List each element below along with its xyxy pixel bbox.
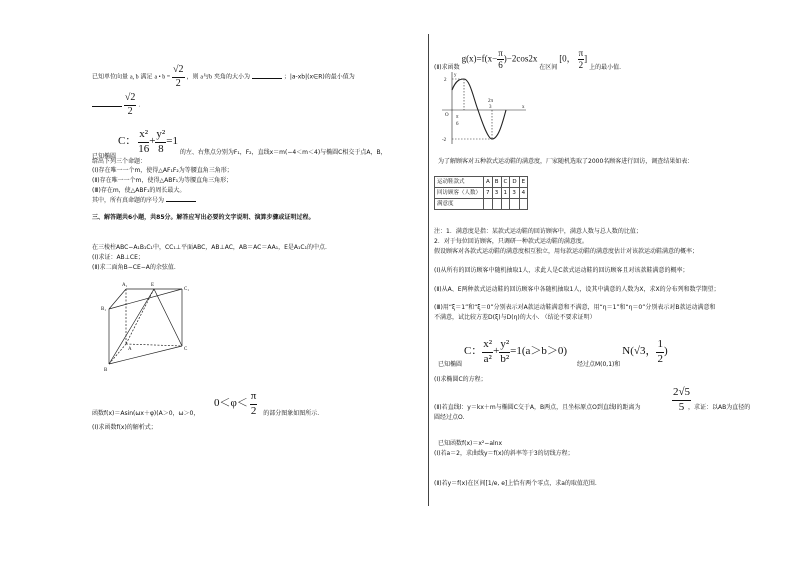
fraction-answer — [124, 92, 137, 118]
assumption: 假设顾客对各款式运动鞋的满意度相互独立，用每款运动鞋的满意度估计对该款运动鞋满意的概率； — [434, 248, 699, 255]
prism-part-1: (Ⅰ)求证：AB⊥CE； — [92, 254, 144, 261]
g-expr: g(x)=f(x− — [461, 53, 498, 64]
ell2-part-2: (Ⅱ)若直线l：y＝kx＋m与椭圆C交于A，B两点，且坐标原点O到直线l的距离为 — [434, 404, 641, 411]
header-cell: A — [484, 177, 493, 188]
function-part-1: (Ⅰ)求函数f(x)的解析式； — [92, 424, 157, 431]
label-c1: C₁ — [184, 287, 190, 292]
edge — [126, 289, 154, 344]
sat-part-3: (Ⅲ)用“ξ＝1”和“ξ＝0”分别表示对A款运动鞋满意和不满意，用“η＝1”和“η＝0”分别表示对B款运动满意和 — [434, 304, 716, 311]
section-header: 三、解答题共6小题，共85分。解答应写出必要的文字说明、演算步骤或证明过程。 — [92, 214, 315, 221]
table-cell — [484, 199, 493, 210]
text: 给出下列三个命题： — [92, 158, 147, 165]
sat-part-2: (Ⅱ)从A、E两种款式运动鞋的回访顾客中各随机抽取1人，设其中满意的人数为X，求X的分布列和数学期望； — [434, 286, 720, 293]
ln-part-2: (Ⅱ)若y＝f(x)在区间[1/e, e]上恰有两个零点，求a的取值范围. — [434, 480, 597, 487]
header-cell: B — [492, 177, 501, 188]
table-cell — [519, 199, 528, 210]
ell2-part-2-cont: 圆经过点O. — [434, 414, 465, 421]
text: ，则 — [186, 73, 199, 81]
num: 2√5 — [672, 386, 691, 401]
satisfaction-table — [434, 176, 528, 210]
den: 2 — [175, 77, 181, 89]
table-cell: 4 — [519, 188, 528, 199]
sat-part-3-cont: 不满意，试比较方差D(ξ)与D(η)的大小. （结论不要求证明） — [434, 314, 596, 321]
fraction-y-b — [499, 338, 510, 367]
text: 在区间 — [539, 64, 558, 72]
ellipse-question — [92, 128, 387, 160]
header-cell: D — [510, 177, 519, 188]
table-cell — [492, 199, 501, 210]
x-label: x — [522, 105, 525, 110]
table-cell: 7 — [484, 188, 493, 199]
den: 2 — [657, 352, 663, 365]
tick1-den: 6 — [456, 122, 459, 127]
ineq-left: 0＜φ＜ — [214, 396, 248, 409]
y-top-label: 2 — [444, 78, 447, 83]
fraction-x — [138, 128, 149, 157]
table-cell — [501, 199, 510, 210]
header-cell: E — [519, 177, 528, 188]
g-tail: )−2cos2x — [503, 53, 538, 64]
c-label: C： — [463, 344, 483, 357]
label-b1: B₁ — [101, 307, 107, 312]
answer-blank[interactable] — [166, 201, 196, 202]
text: 夹角的大小为 — [214, 73, 251, 81]
den: 8 — [158, 142, 164, 155]
num: π — [497, 48, 504, 60]
table-header-row — [435, 177, 528, 188]
ln-part-1: (Ⅰ)若a＝2，求曲线y＝f(x)的斜率等于3的切线方程； — [434, 450, 574, 457]
point-close: ) — [663, 344, 668, 357]
point: N(√3， — [622, 344, 657, 357]
answer-line — [92, 92, 144, 118]
edge — [109, 289, 154, 364]
fraction-x-a — [482, 338, 493, 367]
num: 1 — [656, 338, 664, 353]
text: 已知椭圆 — [92, 152, 117, 160]
header-cell: 运动鞋款式 — [435, 177, 484, 188]
sat-part-1: (Ⅰ)从所有的回访顾客中随机抽取1人，求此人是C款式运动鞋的回访顾客且对该款鞋满意的概率； — [434, 267, 689, 274]
num: y² — [155, 128, 166, 143]
label-a: A — [128, 347, 132, 352]
edge — [109, 344, 126, 364]
y-bot-label: -2 — [442, 138, 447, 143]
label-e: E — [151, 283, 155, 288]
dot-expr: a • b = — [154, 74, 171, 81]
period: ． — [138, 101, 145, 109]
propositions-tail — [92, 197, 196, 205]
fraction-half — [656, 338, 664, 367]
text: 的部分图象如图所示. — [263, 410, 320, 417]
num: π — [250, 390, 258, 405]
den: 2 — [578, 60, 584, 71]
answer-blank[interactable] — [92, 106, 122, 107]
int-right: ] — [584, 53, 588, 64]
num: √2 — [172, 64, 185, 78]
text: 经过点M(0,1)和 — [576, 360, 621, 368]
table-cell: 1 — [501, 188, 510, 199]
text: 上的最小值. — [589, 64, 621, 72]
den: 6 — [498, 60, 503, 71]
edge — [126, 344, 182, 346]
tick2-num: 2π — [488, 99, 494, 104]
den: 5 — [678, 400, 685, 413]
label-a1: A₁ — [122, 283, 128, 288]
den: 2 — [250, 404, 257, 417]
ell2-part-2-tail: ，求证：以AB为直径的 — [688, 404, 751, 411]
num: x² — [482, 338, 493, 353]
sine-graph — [434, 70, 530, 146]
ell2-part-1: (Ⅰ)求椭圆C的方程； — [434, 376, 487, 383]
table-row — [435, 199, 528, 210]
tick2-den: 3 — [489, 105, 492, 110]
fraction-sqrt2-over-2 — [172, 64, 185, 90]
text: 的左、右焦点分别为F₁，F₂，直线x＝m(−4＜m＜4)与椭圆C相交于点A，B， — [179, 148, 387, 156]
note-1: 注：1．满意度是指：某款式运动鞋的回访顾客中，满意人数与总人数的比值； — [434, 228, 642, 235]
table-cell — [510, 199, 519, 210]
text: (Ⅱ)求函数 — [434, 64, 460, 72]
table-cell: 回访顾客（人数） — [435, 188, 484, 199]
fraction-y — [155, 128, 166, 157]
note-2: 2．对于每位回访顾客，只调研一种款式运动鞋的满意度。 — [434, 238, 588, 245]
table-row — [435, 188, 528, 199]
label-c: C — [184, 347, 188, 352]
ellipse2-question — [438, 338, 668, 367]
vector-question — [92, 64, 355, 90]
prism-figure — [94, 278, 204, 374]
satisfaction-intro: 为了解顾客对五种款式运动鞋的满意度，厂家随机选取了2000名顾客进行回访，调查结果如表： — [438, 158, 694, 165]
sine-curve — [452, 79, 506, 139]
edge — [109, 346, 182, 364]
eq: =1(a＞b＞0) — [510, 344, 568, 357]
table-cell: 3 — [510, 188, 519, 199]
den: 16 — [138, 142, 150, 155]
int-left: [0， — [559, 53, 576, 64]
num: √2 — [124, 92, 137, 106]
num: π — [578, 48, 585, 60]
proposition-1: (Ⅰ)存在唯一一个m，使得△AF₁F₂为等腰直角三角形； — [92, 167, 233, 174]
ln-question: 已知函数f(x)＝x²−alnx — [438, 440, 503, 447]
eq: =1 — [166, 134, 178, 147]
edge — [109, 289, 126, 309]
column-divider — [428, 34, 429, 506]
den: a² — [483, 352, 492, 365]
proposition-2: (Ⅱ)存在唯一一个m，使得△ABF₁为等腰直角三角形； — [92, 177, 233, 184]
vec-expr: a与b — [200, 74, 213, 81]
table-cell: 3 — [492, 188, 501, 199]
proposition-3: (Ⅲ)存在m，使△ABF₁的周长最大。 — [92, 187, 186, 194]
text: 函数f(x)＝Asin(ωx＋φ)(A＞0，ω＞0， — [92, 410, 200, 417]
text: 满足 — [140, 73, 153, 81]
answer-blank[interactable] — [252, 78, 282, 79]
tick1-num: π — [456, 115, 459, 120]
c-label: C： — [117, 134, 137, 147]
prism-question: 在三棱柱ABC−A₁B₁C₁中，CC₁⊥平面ABC，AB⊥AC，AB＝AC＝AA₁，E是A₁C₁的中点. — [92, 244, 327, 251]
g-question — [434, 48, 621, 72]
origin-label: O — [445, 113, 449, 118]
text: ；|a-xb|(x∈R)的最小值为 — [283, 73, 355, 81]
vector-vars: a, b — [129, 74, 139, 81]
text: 已知椭圆 — [438, 360, 463, 368]
table-cell: 满意度 — [435, 199, 484, 210]
den: b² — [500, 352, 510, 365]
label-b: B — [104, 368, 108, 373]
text: 已知单位向量 — [92, 73, 129, 81]
plus: + — [149, 134, 156, 147]
edge — [154, 289, 182, 346]
function-question — [92, 410, 319, 418]
den: 2 — [127, 105, 133, 117]
text: 其中，所有真命题的序号为 — [92, 197, 165, 204]
plus: + — [493, 344, 500, 357]
num: x² — [138, 128, 149, 143]
prism-part-2: (Ⅱ)求二面角B−CE−A的余弦值. — [92, 264, 176, 271]
header-cell: C — [501, 177, 510, 188]
y-label: y — [454, 73, 457, 78]
num: y² — [499, 338, 510, 353]
